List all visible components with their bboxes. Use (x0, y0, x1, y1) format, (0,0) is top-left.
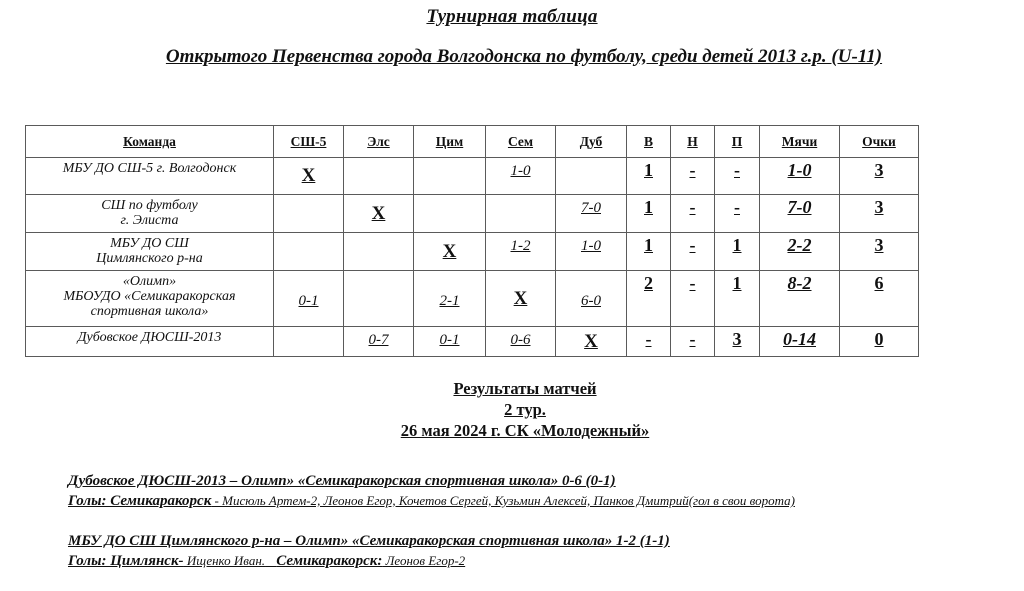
column-header-losses: П (715, 126, 760, 158)
team-name-line: Дубовское ДЮСШ-2013 (77, 330, 222, 345)
table-row (26, 271, 919, 327)
goals-label: Голы: Семикаракорск (68, 493, 212, 509)
goals-scorers: - Мисюль Артем-2, Леонов Егор, Кочетов Сергей, Кузьмин Алексей, Панков Дмитрий(гол в свои ворота) (211, 493, 795, 508)
losses-cell: - (715, 195, 760, 233)
column-header-sem: Сем (486, 126, 556, 158)
result-cell: X (556, 327, 627, 357)
result-cell: 0-1 (414, 327, 486, 357)
document-title: Турнирная таблица (426, 6, 598, 27)
team-name-line: спортивная школа» (90, 304, 209, 319)
match-line: Дубовское ДЮСШ-2013 – Олимп» «Семикаракорская спортивная школа» 0-6 (0-1) (68, 473, 616, 489)
goals-scorers: Ищенко Иван. (183, 553, 266, 568)
result-cell: 0-1 (274, 271, 344, 327)
wins-cell: 1 (627, 195, 671, 233)
result-cell (486, 195, 556, 233)
table-header-row (26, 126, 919, 158)
losses-cell: 1 (715, 233, 760, 271)
results-heading: Результаты матчей (453, 379, 597, 398)
result-cell (556, 158, 627, 195)
team-name-line: МБУ ДО СШ-5 г. Волгодонск (62, 161, 237, 176)
column-header-els: Элс (344, 126, 414, 158)
wins-cell: 1 (627, 158, 671, 195)
result-cell (344, 271, 414, 327)
draws-cell: - (671, 195, 715, 233)
losses-cell: - (715, 158, 760, 195)
match-line: МБУ ДО СШ Цимлянского р-на – Олимп» «Семикаракорская спортивная школа» 1-2 (1-1) (68, 533, 670, 549)
result-cell (414, 158, 486, 195)
date-venue: 26 мая 2024 г. СК «Молодежный» (400, 421, 650, 440)
result-cell (344, 158, 414, 195)
draws-cell: - (671, 233, 715, 271)
table-row (26, 327, 919, 357)
table-row (26, 158, 919, 195)
team-name-line: «Олимп» (122, 274, 177, 289)
column-header-points: Очки (840, 126, 919, 158)
goals-scorers: Леонов Егор-2 (382, 553, 466, 568)
result-cell: 7-0 (556, 195, 627, 233)
result-cell: 2-1 (414, 271, 486, 327)
team-name-cell (26, 327, 274, 357)
team-name-line: Цимлянского р-на (96, 251, 203, 266)
draws-cell: - (671, 271, 715, 327)
team-name-cell (26, 158, 274, 195)
goals-cell: 0-14 (760, 327, 840, 357)
results-section-header (0, 378, 1024, 441)
wins-cell: - (627, 327, 671, 357)
table-row (26, 195, 919, 233)
column-header-dub: Дуб (556, 126, 627, 158)
team-name-cell (26, 271, 274, 327)
result-cell (344, 233, 414, 271)
column-header-draws: Н (671, 126, 715, 158)
points-cell: 3 (840, 233, 919, 271)
points-cell: 6 (840, 271, 919, 327)
goals-label: Семикаракорск: (276, 553, 383, 569)
team-name-line: МБОУДО «Семикаракорская (63, 289, 236, 304)
points-cell: 3 (840, 195, 919, 233)
wins-cell: 1 (627, 233, 671, 271)
losses-cell: 3 (715, 327, 760, 357)
wins-cell: 2 (627, 271, 671, 327)
goals-cell: 2-2 (760, 233, 840, 271)
result-cell: 6-0 (556, 271, 627, 327)
result-cell: 1-0 (486, 158, 556, 195)
team-name-line: СШ по футболу (101, 198, 198, 213)
goals-line (68, 551, 670, 571)
result-cell: X (414, 233, 486, 271)
goals-cell: 1-0 (760, 158, 840, 195)
team-name-line: г. Элиста (120, 213, 179, 228)
goals-line (68, 491, 795, 511)
team-name-cell (26, 233, 274, 271)
round-label: 2 тур. (504, 400, 546, 419)
team-name-cell (26, 195, 274, 233)
points-cell: 3 (840, 158, 919, 195)
result-cell: X (274, 158, 344, 195)
result-cell: 1-2 (486, 233, 556, 271)
table-row (26, 233, 919, 271)
column-header-sh5: СШ-5 (274, 126, 344, 158)
points-cell: 0 (840, 327, 919, 357)
goals-cell: 7-0 (760, 195, 840, 233)
column-header-team: Команда (26, 126, 274, 158)
standings-table (25, 125, 919, 357)
result-cell: X (344, 195, 414, 233)
team-name-line: МБУ ДО СШ (110, 236, 189, 251)
losses-cell: 1 (715, 271, 760, 327)
match-result (68, 532, 670, 571)
column-header-tsim: Цим (414, 126, 486, 158)
draws-cell: - (671, 327, 715, 357)
result-cell (274, 195, 344, 233)
result-cell: 0-7 (344, 327, 414, 357)
goals-label: Голы: Цимлянск- (68, 553, 184, 569)
column-header-goals: Мячи (760, 126, 840, 158)
result-cell (274, 327, 344, 357)
goals-cell: 8-2 (760, 271, 840, 327)
result-cell (274, 233, 344, 271)
result-cell: 0-6 (486, 327, 556, 357)
result-cell: 1-0 (556, 233, 627, 271)
result-cell (414, 195, 486, 233)
match-result (68, 472, 795, 511)
document-subtitle: Открытого Первенства города Волгодонска по футболу, среди детей 2013 г.р. (U-11) (165, 46, 883, 67)
result-cell: X (486, 271, 556, 327)
column-header-wins: В (627, 126, 671, 158)
draws-cell: - (671, 158, 715, 195)
